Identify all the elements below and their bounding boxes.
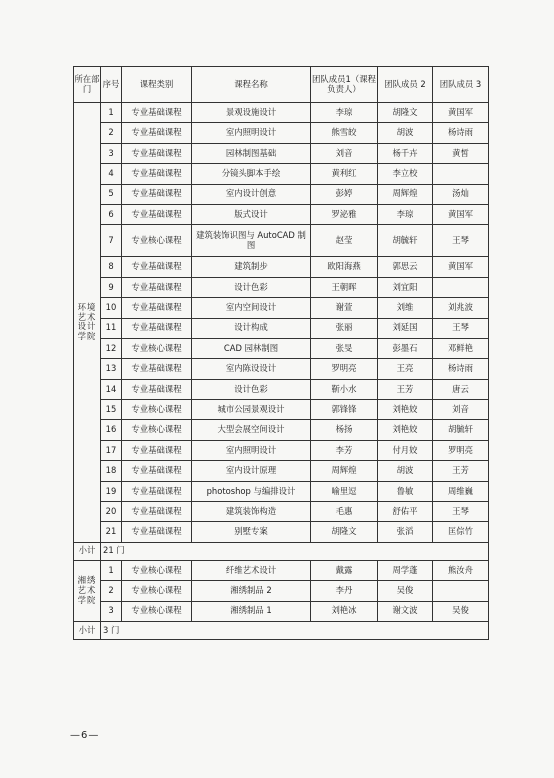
member-1-cell: 喻里逗 [311, 481, 378, 501]
course-type-cell: 专业基础课程 [122, 318, 192, 338]
row-number-cell: 16 [101, 420, 122, 440]
member-3-cell: 邓鲜艳 [433, 338, 489, 358]
member-1-cell: 罗明亮 [311, 359, 378, 379]
row-number-cell: 21 [101, 522, 122, 542]
course-type-cell: 专业基础课程 [122, 257, 192, 277]
row-number-cell: 1 [101, 103, 122, 123]
member-2-cell: 彭墨石 [378, 338, 433, 358]
table-row [74, 379, 489, 399]
row-number-cell: 3 [101, 601, 122, 621]
course-type-cell: 专业基础课程 [122, 379, 192, 399]
member-2-cell: 刘艳姣 [378, 420, 433, 440]
table-row [74, 601, 489, 621]
course-name-cell: 园林制图基础 [192, 143, 311, 163]
course-type-cell: 专业基础课程 [122, 359, 192, 379]
course-type-cell: 专业核心课程 [122, 225, 192, 257]
course-name-cell: 纤维艺术设计 [192, 560, 311, 580]
course-type-cell: 专业基础课程 [122, 103, 192, 123]
member-3-cell: 匡倧竹 [433, 522, 489, 542]
section-xiang-embroidery [74, 560, 489, 639]
course-name-cell: 室内照明设计 [192, 440, 311, 460]
subtotal-label: 小计 [74, 621, 101, 639]
header-member-1: 团队成员1（课程负责人） [311, 67, 378, 103]
course-name-cell: 大型会展空间设计 [192, 420, 311, 440]
row-number-cell: 4 [101, 164, 122, 184]
page-number: —6— [70, 730, 100, 741]
course-team-table [73, 66, 489, 640]
course-type-cell: 专业核心课程 [122, 420, 192, 440]
table-row [74, 298, 489, 318]
member-1-cell: 胡隆文 [311, 522, 378, 542]
course-type-cell: 专业基础课程 [122, 502, 192, 522]
row-number-cell: 15 [101, 400, 122, 420]
course-type-cell: 专业基础课程 [122, 123, 192, 143]
row-number-cell: 12 [101, 338, 122, 358]
subtotal-row [74, 621, 489, 639]
department-cell: 环境艺术设计学院 [74, 103, 101, 543]
member-1-cell: 黄利红 [311, 164, 378, 184]
course-type-cell: 专业基础课程 [122, 522, 192, 542]
course-name-cell: 设计色彩 [192, 277, 311, 297]
table-row [74, 481, 489, 501]
table-row [74, 204, 489, 224]
member-3-cell [433, 581, 489, 601]
member-3-cell: 王琴 [433, 225, 489, 257]
course-type-cell: 专业基础课程 [122, 440, 192, 460]
row-number-cell: 2 [101, 581, 122, 601]
member-1-cell: 李琼 [311, 103, 378, 123]
member-2-cell: 李琼 [378, 204, 433, 224]
course-type-cell: 专业核心课程 [122, 560, 192, 580]
member-3-cell: 吴俊 [433, 601, 489, 621]
member-2-cell: 胡毓轩 [378, 225, 433, 257]
table-row [74, 400, 489, 420]
member-1-cell: 谢萱 [311, 298, 378, 318]
header-member-3: 团队成员 3 [433, 67, 489, 103]
course-type-cell: 专业基础课程 [122, 164, 192, 184]
member-3-cell: 刘音 [433, 400, 489, 420]
table-row [74, 502, 489, 522]
member-3-cell: 黄国军 [433, 103, 489, 123]
course-name-cell: 室内设计创意 [192, 184, 311, 204]
header-course-name: 课程名称 [192, 67, 311, 103]
course-type-cell: 专业基础课程 [122, 184, 192, 204]
member-2-cell: 郭思云 [378, 257, 433, 277]
member-2-cell: 付月姣 [378, 440, 433, 460]
member-1-cell: 罗泌雅 [311, 204, 378, 224]
course-name-cell: 分镜头脚本手绘 [192, 164, 311, 184]
member-1-cell: 周辉煌 [311, 461, 378, 481]
row-number-cell: 14 [101, 379, 122, 399]
member-1-cell: 郭锋锋 [311, 400, 378, 420]
member-3-cell: 黄国军 [433, 204, 489, 224]
member-1-cell: 彭婷 [311, 184, 378, 204]
table-row [74, 420, 489, 440]
table-row [74, 461, 489, 481]
section-environmental-art [74, 103, 489, 561]
member-3-cell [433, 277, 489, 297]
course-type-cell: 专业核心课程 [122, 581, 192, 601]
member-1-cell: 毛惠 [311, 502, 378, 522]
course-name-cell: 室内空间设计 [192, 298, 311, 318]
row-number-cell: 6 [101, 204, 122, 224]
member-2-cell: 刘维 [378, 298, 433, 318]
row-number-cell: 5 [101, 184, 122, 204]
course-type-cell: 专业基础课程 [122, 143, 192, 163]
subtotal-label: 小计 [74, 542, 101, 560]
table-row [74, 164, 489, 184]
member-2-cell: 杨千卉 [378, 143, 433, 163]
table-row [74, 143, 489, 163]
member-3-cell [433, 164, 489, 184]
table-row [74, 225, 489, 257]
member-3-cell: 王芳 [433, 461, 489, 481]
member-2-cell: 舒佑平 [378, 502, 433, 522]
course-type-cell: 专业基础课程 [122, 461, 192, 481]
course-name-cell: 室内陈设设计 [192, 359, 311, 379]
course-name-cell: CAD 园林制图 [192, 338, 311, 358]
member-2-cell: 王芳 [378, 379, 433, 399]
row-number-cell: 19 [101, 481, 122, 501]
member-1-cell: 李丹 [311, 581, 378, 601]
row-number-cell: 2 [101, 123, 122, 143]
course-type-cell: 专业基础课程 [122, 204, 192, 224]
header-dept: 所在部门 [74, 67, 101, 103]
member-1-cell: 李芳 [311, 440, 378, 460]
course-name-cell: 湘绣制品 2 [192, 581, 311, 601]
member-2-cell: 张滔 [378, 522, 433, 542]
table-row [74, 581, 489, 601]
member-1-cell: 张丽 [311, 318, 378, 338]
header-course-type: 课程类别 [122, 67, 192, 103]
member-2-cell: 刘艳姣 [378, 400, 433, 420]
row-number-cell: 11 [101, 318, 122, 338]
table-row [74, 103, 489, 123]
member-2-cell: 王亮 [378, 359, 433, 379]
course-name-cell: photoshop 与编排设计 [192, 481, 311, 501]
member-2-cell: 李立校 [378, 164, 433, 184]
table-row [74, 277, 489, 297]
member-3-cell: 王琴 [433, 502, 489, 522]
table-row [74, 318, 489, 338]
subtotal-value: 3 门 [101, 621, 489, 639]
member-1-cell: 刘艳冰 [311, 601, 378, 621]
course-name-cell: 建筑装饰构造 [192, 502, 311, 522]
course-name-cell: 建筑装饰识图与 AutoCAD 制图 [192, 225, 311, 257]
member-3-cell: 罗明亮 [433, 440, 489, 460]
subtotal-value: 21 门 [101, 542, 489, 560]
member-2-cell: 周辉煌 [378, 184, 433, 204]
table-row [74, 522, 489, 542]
header-row [74, 67, 489, 103]
subtotal-row [74, 542, 489, 560]
row-number-cell: 7 [101, 225, 122, 257]
course-type-cell: 专业基础课程 [122, 298, 192, 318]
member-1-cell: 赵莹 [311, 225, 378, 257]
course-name-cell: 室内设计原理 [192, 461, 311, 481]
table-row [74, 184, 489, 204]
member-2-cell: 胡波 [378, 123, 433, 143]
table-row [74, 359, 489, 379]
member-1-cell: 靳小水 [311, 379, 378, 399]
course-name-cell: 设计构成 [192, 318, 311, 338]
member-2-cell: 周学蓬 [378, 560, 433, 580]
course-type-cell: 专业核心课程 [122, 338, 192, 358]
row-number-cell: 9 [101, 277, 122, 297]
table-row [74, 123, 489, 143]
member-1-cell: 欧阳海燕 [311, 257, 378, 277]
row-number-cell: 13 [101, 359, 122, 379]
row-number-cell: 1 [101, 560, 122, 580]
member-1-cell: 杨扬 [311, 420, 378, 440]
table-row [74, 560, 489, 580]
member-3-cell: 熊汝舟 [433, 560, 489, 580]
row-number-cell: 20 [101, 502, 122, 522]
course-name-cell: 景观设施设计 [192, 103, 311, 123]
table-row [74, 440, 489, 460]
member-3-cell: 周维巍 [433, 481, 489, 501]
member-2-cell: 鲁敏 [378, 481, 433, 501]
course-name-cell: 设计色彩 [192, 379, 311, 399]
course-type-cell: 专业核心课程 [122, 400, 192, 420]
member-1-cell: 戴露 [311, 560, 378, 580]
member-3-cell: 黄皙 [433, 143, 489, 163]
course-name-cell: 别墅专案 [192, 522, 311, 542]
member-2-cell: 胡隆文 [378, 103, 433, 123]
course-name-cell: 版式设计 [192, 204, 311, 224]
member-3-cell: 王琴 [433, 318, 489, 338]
member-1-cell: 熊雪皎 [311, 123, 378, 143]
header-number: 序号 [101, 67, 122, 103]
course-type-cell: 专业基础课程 [122, 481, 192, 501]
member-3-cell: 汤灿 [433, 184, 489, 204]
row-number-cell: 3 [101, 143, 122, 163]
member-2-cell: 刘宜阳 [378, 277, 433, 297]
member-3-cell: 杨诗雨 [433, 359, 489, 379]
member-2-cell: 谢文波 [378, 601, 433, 621]
member-3-cell: 杨诗雨 [433, 123, 489, 143]
course-name-cell: 室内照明设计 [192, 123, 311, 143]
member-3-cell: 胡毓轩 [433, 420, 489, 440]
member-2-cell: 刘延国 [378, 318, 433, 338]
member-2-cell: 胡波 [378, 461, 433, 481]
member-2-cell: 吴俊 [378, 581, 433, 601]
department-cell: 湘绣艺术学院 [74, 560, 101, 621]
member-3-cell: 刘兆波 [433, 298, 489, 318]
member-1-cell: 张旻 [311, 338, 378, 358]
table-row [74, 338, 489, 358]
member-1-cell: 王朝晖 [311, 277, 378, 297]
course-type-cell: 专业核心课程 [122, 601, 192, 621]
member-3-cell: 黄国军 [433, 257, 489, 277]
member-3-cell: 唐云 [433, 379, 489, 399]
row-number-cell: 10 [101, 298, 122, 318]
row-number-cell: 18 [101, 461, 122, 481]
header-member-2: 团队成员 2 [378, 67, 433, 103]
member-1-cell: 刘音 [311, 143, 378, 163]
course-name-cell: 建筑制步 [192, 257, 311, 277]
table-row [74, 257, 489, 277]
course-type-cell: 专业基础课程 [122, 277, 192, 297]
row-number-cell: 8 [101, 257, 122, 277]
course-name-cell: 湘绣制品 1 [192, 601, 311, 621]
course-name-cell: 城市公园景观设计 [192, 400, 311, 420]
row-number-cell: 17 [101, 440, 122, 460]
